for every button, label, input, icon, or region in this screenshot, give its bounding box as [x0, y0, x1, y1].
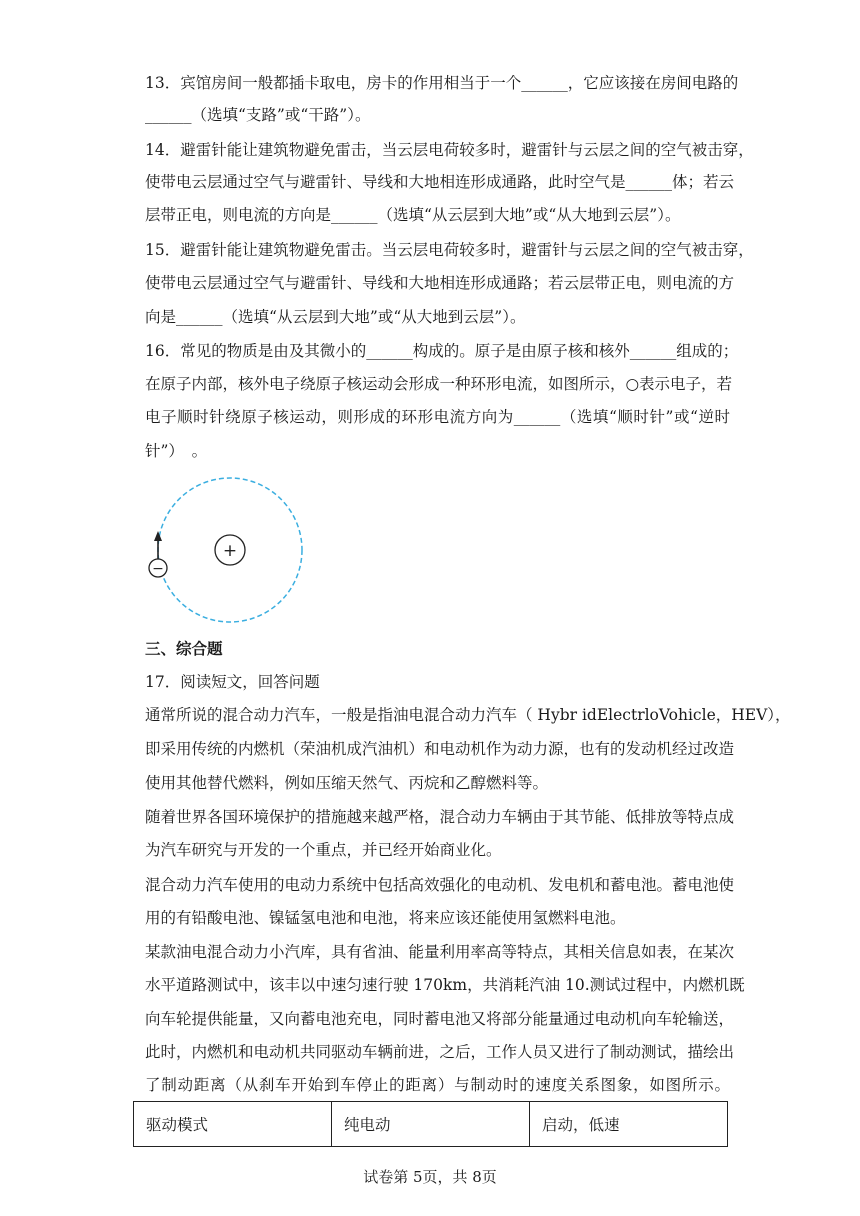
q16-line-4: 针”） 。 [145, 442, 208, 460]
q16-line-1: 16．常见的物质是由及其微小的______构成的。原子是由原子核和核外______组成的； [145, 342, 739, 360]
section-heading: 三、综合题 [145, 639, 223, 658]
passage-line-6: 混合动力汽车使用的电动力系统中包括高效强化的电动机、发电机和蓄电池。蓄电池使 [145, 876, 735, 894]
passage-line-5: 为汽车研究与开发的一个重点，并已经开始商业化。 [145, 841, 502, 859]
q13-line-1: 13．宾馆房间一般都插卡取电，房卡的作用相当于一个______，它应该接在房间电路的 [145, 74, 739, 92]
q16-line-2: 在原子内部，核外电子绕原子核运动会形成一种环形电流，如图所示，○表示电子，若 [145, 375, 733, 393]
page-footer: 试卷第 5页，共 8页 [363, 1168, 497, 1186]
table-cell-pure-electric: 纯电动 [332, 1102, 530, 1147]
q15-line-1: 15．避雷针能让建筑物避免雷击。当云层电荷较多时，避雷针与云层之间的空气被击穿， [145, 241, 754, 259]
passage-line-1: 通常所说的混合动力汽车，一般是指油电混合动力汽车（ Hybr idElectrloVohicle，HEV）， [145, 706, 791, 724]
q14-line-2: 使带电云层通过空气与避雷针、导线和大地相连形成通路，此时空气是______体；若云 [145, 173, 735, 191]
table-cell-start-low-speed: 启动，低速 [530, 1102, 728, 1147]
passage-line-10: 向车轮提供能量，又向蓄电池充电，同时蓄电池又将部分能量通过电动机向车轮输送， [145, 1010, 735, 1028]
vehicle-info-table [133, 1101, 728, 1147]
table-row [134, 1102, 728, 1147]
passage-line-2: 即采用传统的内燃机（荣油机成汽油机）和电动机作为动力源，也有的发动机经过改造 [145, 740, 735, 758]
q15-line-2: 使带电云层通过空气与避雷针、导线和大地相连形成通路；若云层带正电，则电流的方 [145, 274, 735, 292]
passage-line-3: 使用其他替代燃料，例如压缩天然气、丙烷和乙醇燃料等。 [145, 774, 549, 792]
passage-line-12: 了制动距离（从刹车开始到车停止的距离）与制动时的速度关系图象，如图所示。 [145, 1076, 730, 1094]
passage-line-7: 用的有铅酸电池、镍锰氢电池和电池，将来应该还能使用氢燃料电池。 [145, 909, 626, 927]
q14-line-3: 层带正电，则电流的方向是______（选填“从云层到大地”或“从大地到云层”）。 [145, 206, 681, 224]
passage-line-4: 随着世界各国环境保护的措施越来越严格，混合动力车辆由于其节能、低排放等特点成 [145, 808, 735, 826]
q14-line-1: 14．避雷针能让建筑物避免雷击，当云层电荷较多时，避雷针与云层之间的空气被击穿， [145, 141, 754, 159]
electron-orbit-diagram [140, 468, 315, 628]
q16-line-3: 电子顺时针绕原子核运动，则形成的环形电流方向为______（选填“顺时针”或“逆时 [145, 408, 730, 426]
passage-line-11: 此时，内燃机和电动机共同驱动车辆前进，之后，工作人员又进行了制动测试，描绘出 [145, 1043, 735, 1061]
q15-line-3: 向是______（选填“从云层到大地”或“从大地到云层”）。 [145, 308, 526, 326]
nucleus-symbol: + [222, 541, 238, 561]
passage-line-9: 水平道路测试中，该丰以中速匀速行驶 170km，共消耗汽油 10.测试过程中，内燃机既 [145, 976, 745, 994]
q13-line-2: ______（选填“支路”或“干路”）。 [145, 106, 371, 124]
electron-symbol: − [152, 561, 164, 577]
q17-title: 17．阅读短文，回答问题 [145, 673, 320, 691]
table-cell-drive-mode: 驱动模式 [134, 1102, 332, 1147]
passage-line-8: 某款油电混合动力小汽库，具有省油、能量利用率高等特点，其相关信息如表，在某次 [145, 943, 735, 961]
